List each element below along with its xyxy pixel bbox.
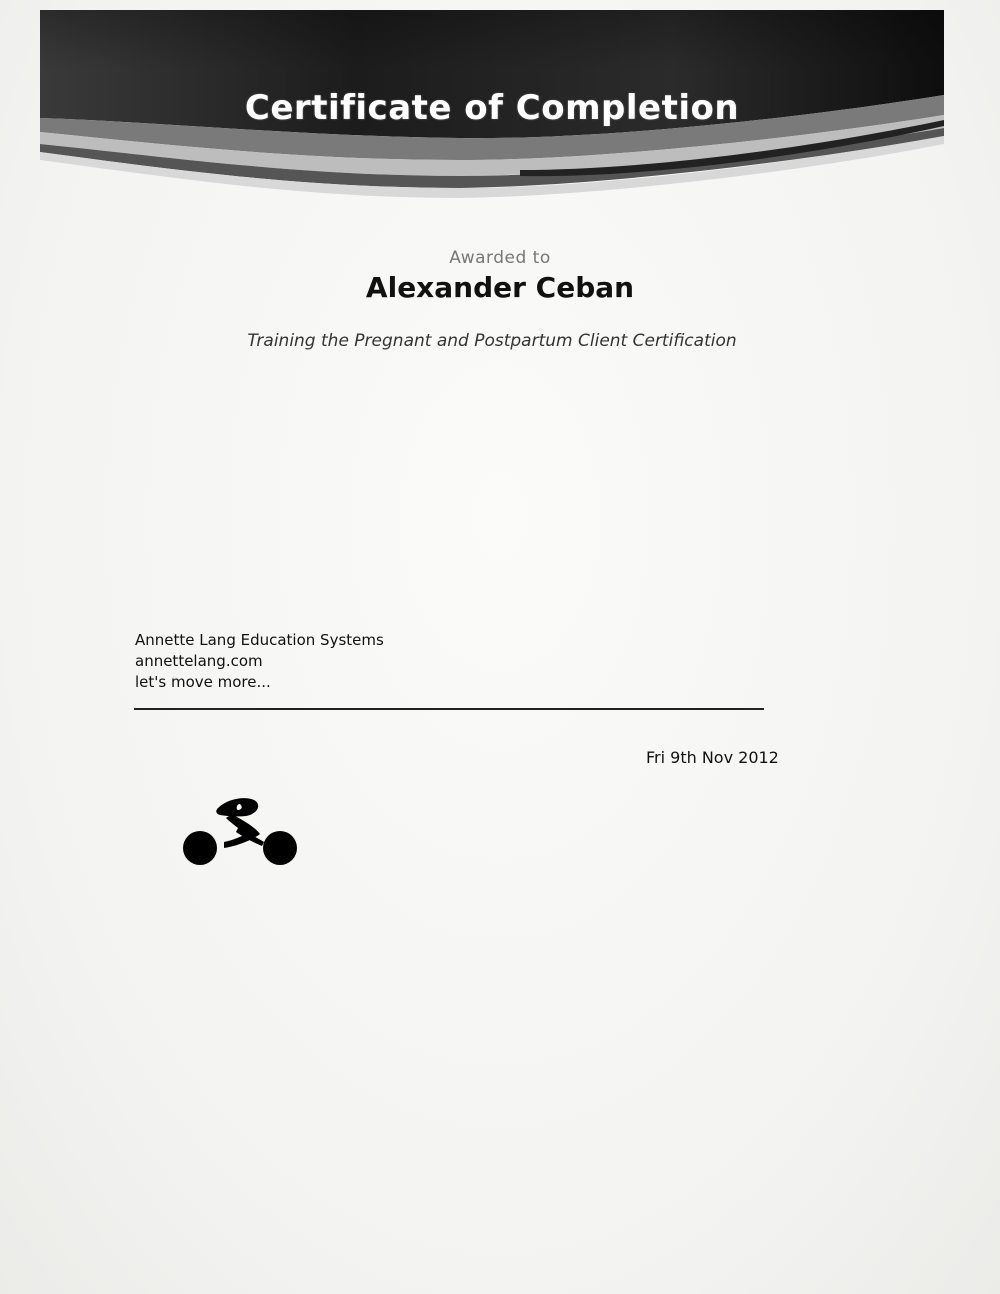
cyclist-logo-icon bbox=[180, 790, 305, 874]
awarded-to-label: Awarded to bbox=[449, 248, 551, 268]
issuer-website: annettelang.com bbox=[135, 652, 263, 670]
issuer-name: Annette Lang Education Systems bbox=[135, 631, 384, 649]
issue-date: Fri 9th Nov 2012 bbox=[646, 748, 779, 767]
signature-line bbox=[134, 708, 764, 710]
issuer-block bbox=[135, 630, 384, 693]
recipient-name: Alexander Ceban bbox=[365, 271, 635, 304]
issuer-tagline: let's move more... bbox=[135, 673, 271, 691]
certificate-title: Certificate of Completion bbox=[244, 88, 740, 128]
course-name: Training the Pregnant and Postpartum Client Certification bbox=[247, 331, 737, 351]
